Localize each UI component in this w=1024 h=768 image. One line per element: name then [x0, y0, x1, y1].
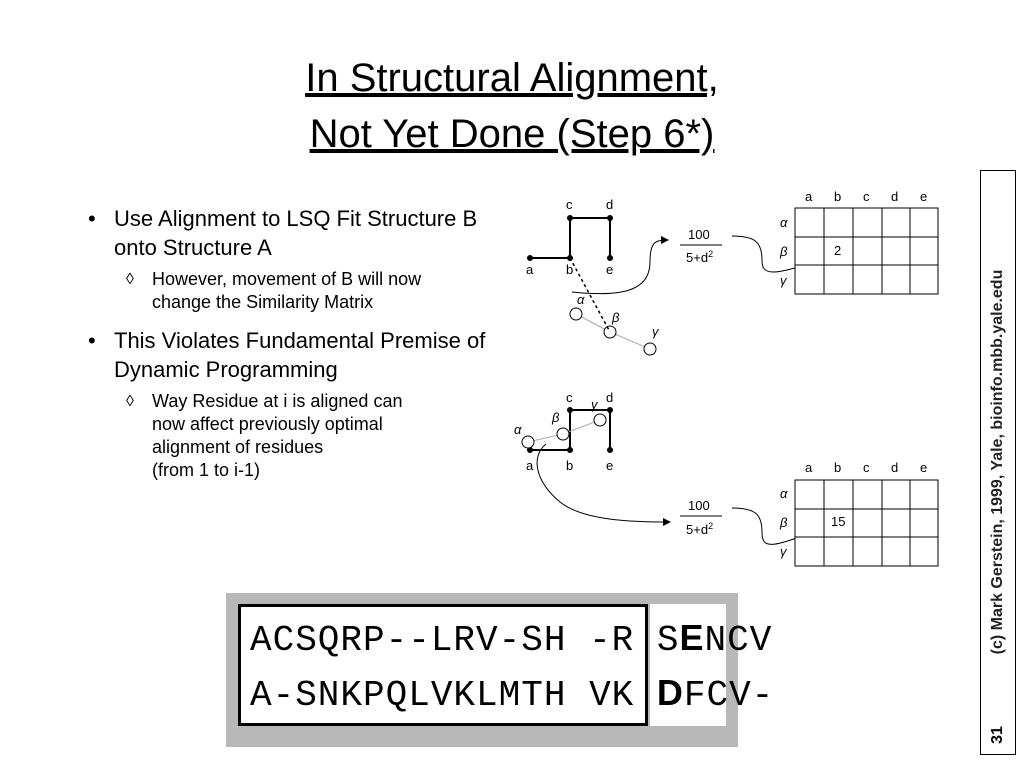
seq1-rest: NCV [704, 620, 773, 661]
bullet-dot-icon: • [88, 328, 96, 353]
label-e: e [606, 458, 614, 473]
top-matrix [779, 189, 938, 294]
diamond-bullet-icon: ◊ [126, 271, 134, 288]
bottom-matrix-row-gamma: γ [780, 544, 787, 559]
residue-e-point [607, 255, 613, 261]
structure-b-alpha [570, 308, 582, 320]
sequence-row-1 [250, 617, 772, 661]
sub-bullet-2-line: (from 1 to i-1) [152, 460, 261, 480]
top-matrix-row-gamma: γ [780, 273, 787, 288]
structure-b-gamma [594, 414, 606, 426]
title-line-1: In Structural Alignment, [305, 56, 719, 100]
label-a: a [526, 458, 534, 473]
bullet-2 [88, 326, 508, 384]
seq1-mid: -R [589, 620, 657, 661]
sub-bullet-2-line: now affect previously optimal [152, 414, 383, 434]
residue-c-point [567, 407, 573, 413]
residue-e-point [607, 447, 613, 453]
top-matrix-col-b: b [834, 189, 842, 204]
top-formula [680, 227, 722, 265]
label-a: a [526, 262, 534, 277]
sub-bullet-1-line: However, movement of B will now [152, 269, 422, 289]
top-matrix-row-alpha: α [780, 215, 788, 230]
formula-numerator: 100 [688, 498, 710, 513]
residue-d-point [607, 215, 613, 221]
formula-denominator: $5+d^2$ [686, 521, 714, 537]
bottom-matrix-col-d: d [891, 460, 899, 475]
bottom-matrix-value: 15 [831, 514, 846, 529]
label-beta: β [552, 410, 560, 425]
sub-bullet-2-line: alignment of residues [152, 437, 324, 457]
bottom-formula [680, 498, 722, 537]
seq1-bold: E [679, 617, 705, 658]
bullet-1-text: Use Alignment to LSQ Fit Structure B onto Structure A [114, 206, 478, 260]
structure-b-alpha [522, 436, 534, 448]
label-alpha: α [577, 292, 585, 307]
top-matrix-col-a: a [805, 189, 813, 204]
seq2-mid: VK [589, 675, 657, 716]
sub-bullet-1-line: change the Similarity Matrix [152, 292, 374, 312]
sub-bullet-2 [88, 390, 508, 482]
label-b: b [566, 458, 574, 473]
sub-bullet-1 [88, 268, 508, 314]
credit-text: (c) Mark Gerstein, 1999, Yale, bioinfo.mbb.yale.edu [989, 269, 1006, 655]
structure-b-beta [557, 428, 569, 440]
diamond-bullet-icon: ◊ [126, 393, 134, 410]
page-number: 31 [989, 726, 1006, 744]
bullet-2-text: This Violates Fundamental Premise of Dynamic Programming [114, 328, 486, 382]
residue-d-point [607, 407, 613, 413]
label-c: c [566, 197, 573, 212]
label-b: b [566, 262, 574, 277]
top-matrix-row-beta: β [780, 244, 788, 259]
label-beta: β [612, 310, 620, 325]
seq2-bold: D [656, 672, 684, 713]
slide-title [0, 50, 1024, 162]
structure-b-gamma [644, 343, 656, 355]
seq1-left: ACSQRP--LRV-SH [250, 620, 567, 661]
bottom-matrix-col-b: b [834, 460, 842, 475]
bullet-1 [88, 204, 508, 262]
seq1-s: S [656, 620, 680, 661]
structural-alignment-diagram [500, 182, 950, 582]
label-c: c [566, 390, 573, 405]
residue-a-point [527, 255, 533, 261]
label-gamma: γ [652, 324, 659, 339]
top-structure [526, 197, 660, 355]
label-d: d [606, 390, 614, 405]
top-matrix-col-c: c [863, 189, 870, 204]
bottom-matrix-col-c: c [863, 460, 870, 475]
label-gamma: γ [591, 397, 598, 412]
bullet-list [88, 204, 508, 494]
sequence-row-2 [250, 672, 774, 716]
top-matrix-col-e: e [920, 189, 928, 204]
formula-denominator: $5+d^2$ [686, 249, 714, 265]
residue-b-point [567, 447, 573, 453]
bottom-matrix-row-alpha: α [780, 486, 788, 501]
label-alpha: α [514, 422, 522, 437]
bottom-matrix [779, 460, 938, 566]
residue-c-point [567, 215, 573, 221]
bottom-matrix-row-beta: β [780, 515, 788, 530]
bullet-dot-icon: • [88, 206, 96, 231]
bottom-matrix-col-e: e [920, 460, 928, 475]
bottom-structure [514, 390, 613, 473]
formula-numerator: 100 [688, 227, 710, 242]
top-matrix-value: 2 [834, 243, 842, 258]
seq2-rest: FCV- [683, 675, 775, 716]
sub-bullet-2-line: Way Residue at i is aligned can [152, 391, 403, 411]
top-matrix-col-d: d [891, 189, 899, 204]
title-line-2: Not Yet Done (Step 6*) [309, 112, 715, 156]
seq2-left: A-SNKPQLVKLMTH [250, 675, 567, 716]
label-e: e [606, 262, 614, 277]
bottom-matrix-col-a: a [805, 460, 813, 475]
label-d: d [606, 197, 614, 212]
